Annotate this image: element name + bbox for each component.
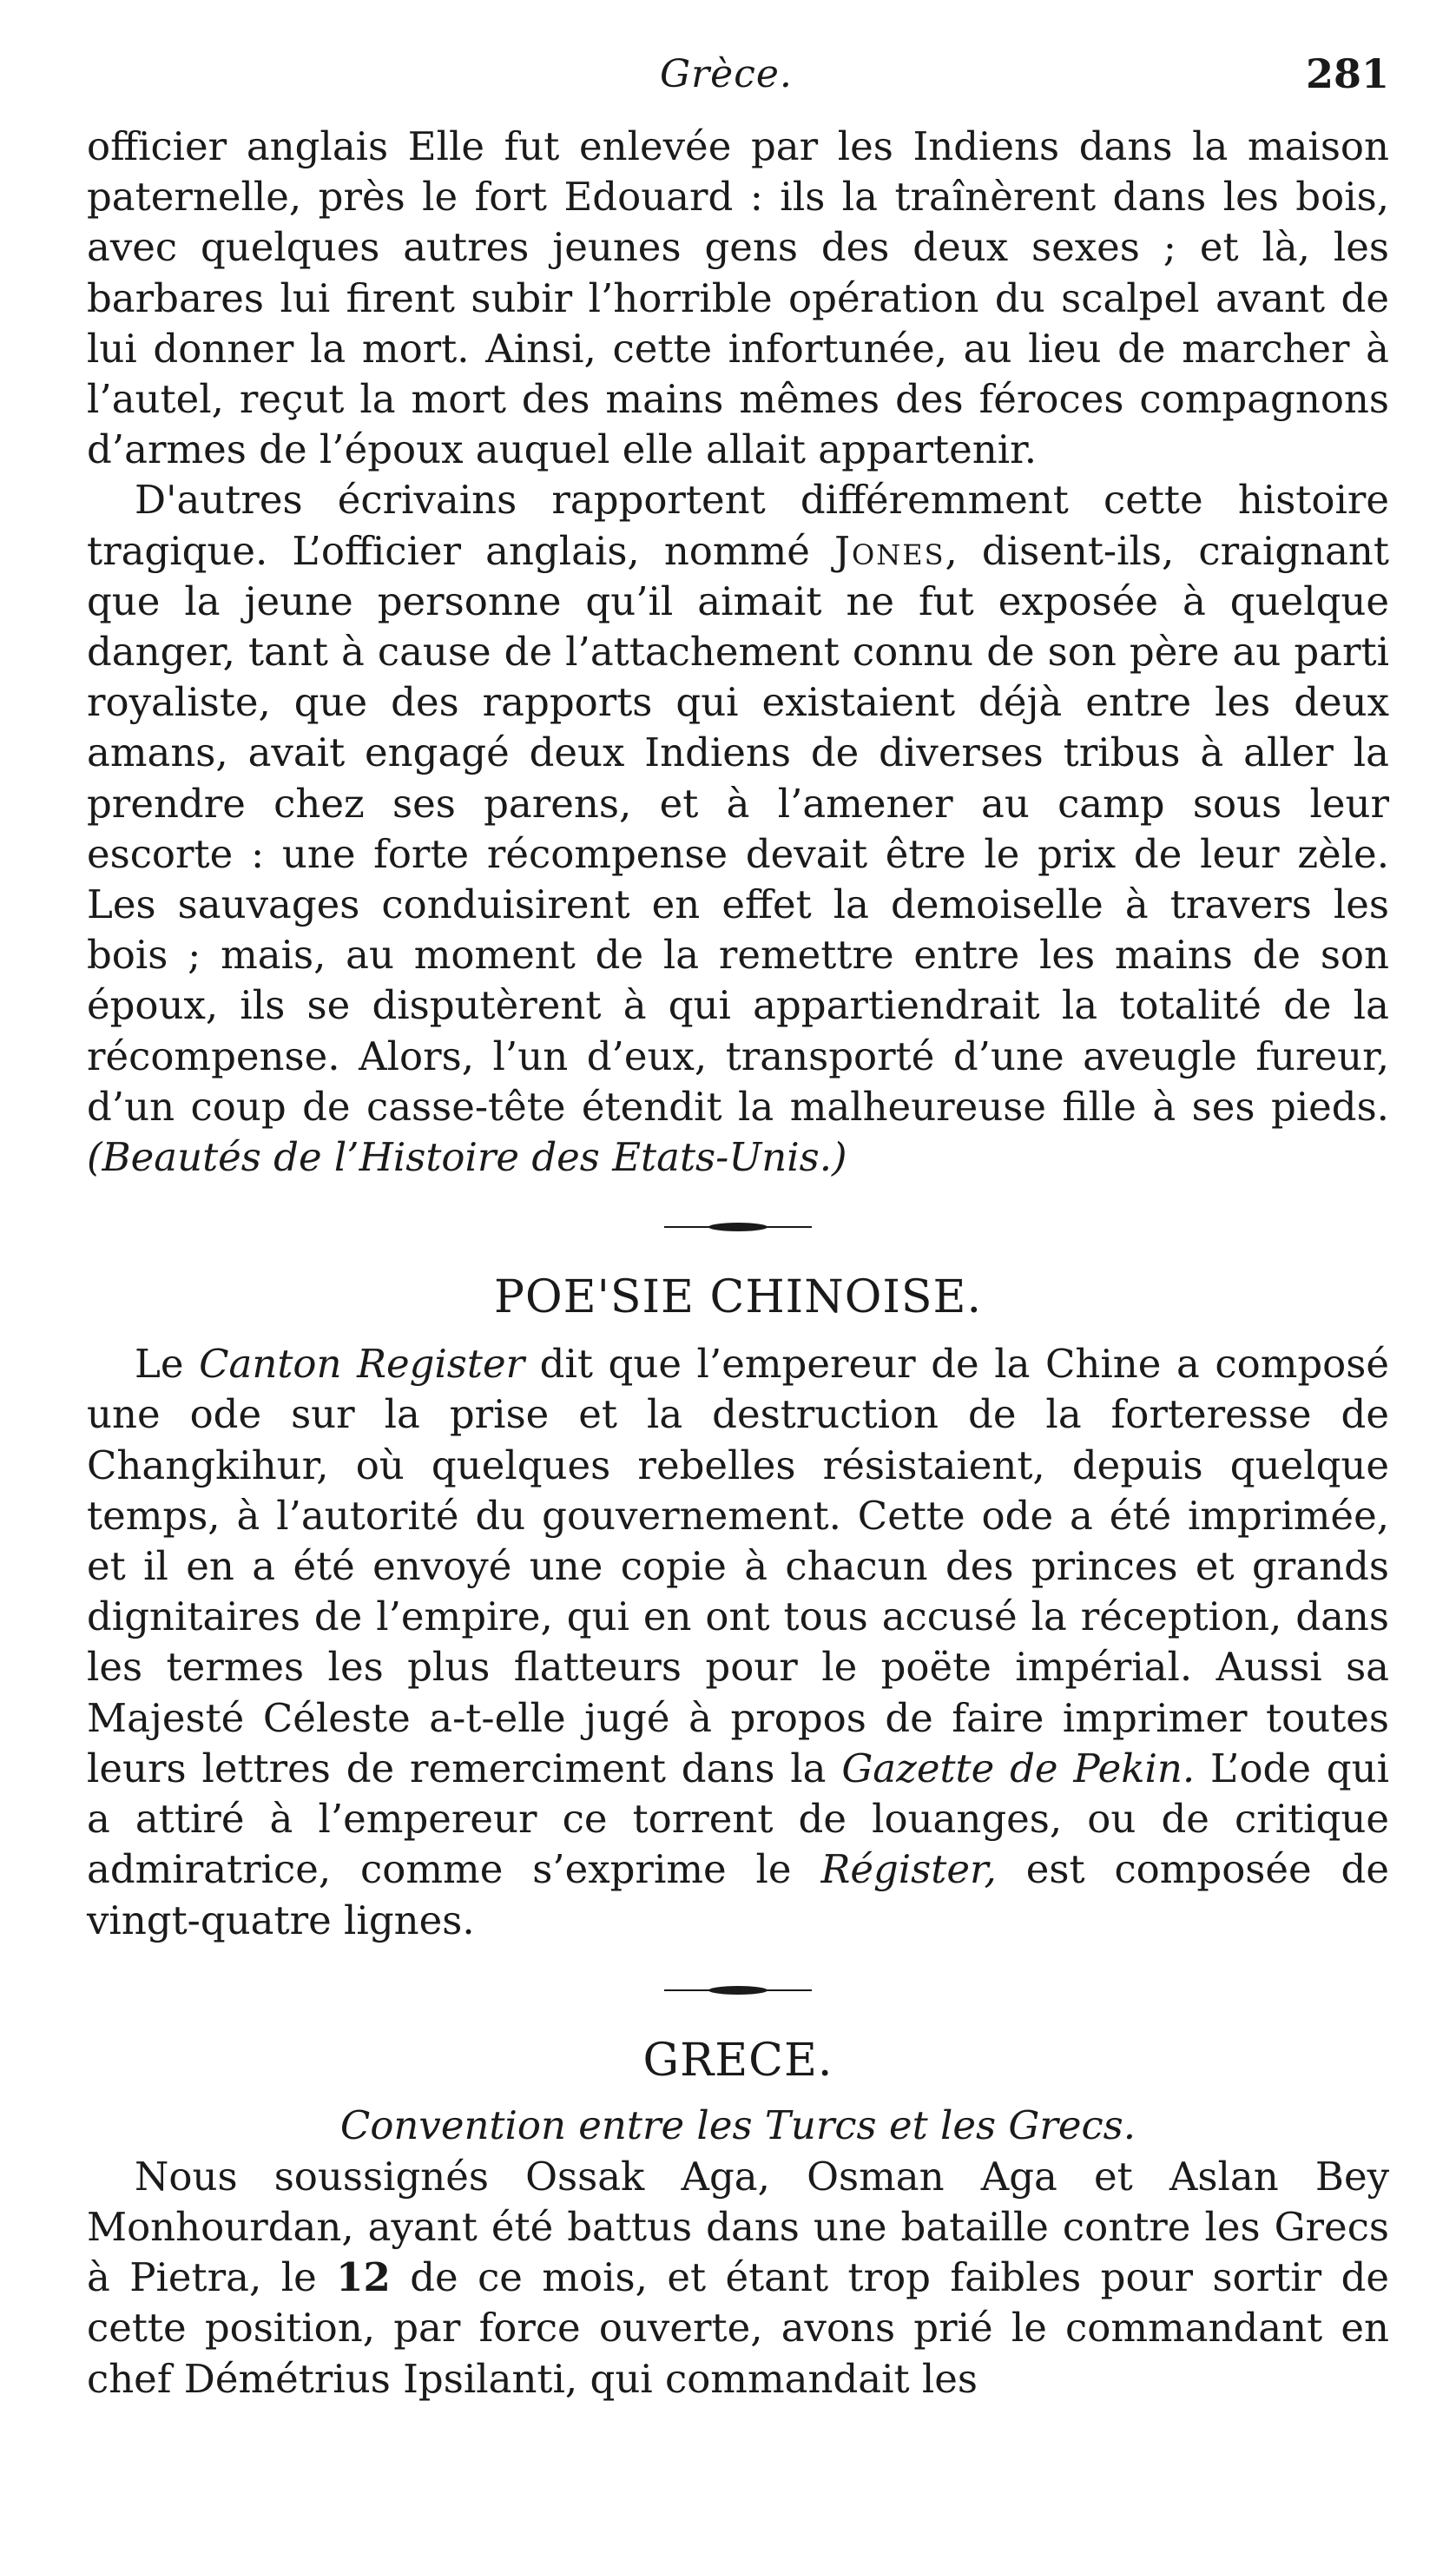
paragraph-poesie: [87, 1339, 1389, 1945]
paragraph-text: D'autres écrivains rapportent différemment cette histoire tragique. L’officier anglais, nommé: [87, 477, 1389, 574]
source-citation: (Beautés de l’Histoire des Etats-Unis.): [87, 1134, 847, 1181]
person-name: Jones: [833, 527, 945, 574]
paragraph-text: , disent-ils, craignant que la jeune personne qu’il aimait ne fut exposée à quelque danger, tant à cause de l’attachement connu de son père au parti royaliste, que des rapports qui existaient déjà entre les deux amans, avait engagé deux Indiens de diverses tribus à aller la prendre chez ses parens, et à l’amener au camp sous leur escorte : une forte récompense devait être le prix de leur zèle. Les sauvages conduisirent en effet la demoiselle à travers les bois ; mais, au moment de la remettre entre les mains de son époux, ils se disputèrent à qui appartiendrait la totalité de la récompense. Alors, l’un d’eux, transporté d’une aveugle fureur, d’un coup de casse-tête étendit la malheureuse fille à ses pieds.: [87, 527, 1390, 1130]
paragraph-convention: [87, 2152, 1389, 2405]
paragraph-text: dit que l’empereur de la Chine a composé une ode sur la prise et la destruction de la forteresse de Changkihur, où quelques rebelles résistaient, depuis quelque temps, à l’autorité du gouvernement. Cette ode a été imprimée, et il en a été envoyé une copie à chacun des princes et grands dignitaires de l’empire, qui en ont tous accusé la réception, dans les termes les plus flatteurs pour le poëte impérial. Aussi sa Majesté Céleste a-t-elle jugé à propos de faire imprimer toutes leurs lettres de remerciment dans la: [87, 1341, 1389, 1791]
paragraph-other-writers: [87, 475, 1389, 1183]
section-divider-ornament: [664, 1984, 812, 1996]
paragraph-text: de ce mois, et étant trop faibles pour sortir de cette position, par force ouverte, avons prié le commandant en chef Démétrius Ipsilanti, qui commandait les: [87, 2254, 1390, 2402]
page-number: 281: [1305, 50, 1389, 97]
publication-title: Canton Register: [199, 1341, 525, 1388]
paragraph-text: L’ode qui a attiré à l’empereur ce torrent de louanges, ou de critique admiratrice, comme s’exprime le: [87, 1745, 1389, 1893]
section-heading-poesie: POE'SIE CHINOISE.: [494, 1271, 982, 1324]
date-number: 12: [336, 2254, 391, 2301]
paragraph-text: Nous soussignés Ossak Aga, Osman Aga et Aslan Bey Monhourdan, ayant été battus dans une bataille contre les Grecs à Pietra, le: [87, 2153, 1389, 2301]
paragraph-text: Le: [135, 1341, 200, 1388]
publication-title: Gazette de Pekin.: [841, 1745, 1196, 1791]
section-divider-ornament: [664, 1221, 812, 1233]
paragraph-continued: officier anglais Elle fut enlevée par les Indiens dans la maison paternelle, près le fort Edouard : ils la traînèrent dans les bois, avec quelques autres jeunes gens des deux sexes ; et là, les barbares lui firent subir l’horrible opération du scalpel avant de lui donner la mort. Ainsi, cette infortunée, au lieu de marcher à l’autel, reçut la mort des mains mêmes des féroces compagnons d’armes de l’époux auquel elle allait appartenir.: [87, 123, 1389, 473]
publication-title: Régister,: [820, 1846, 997, 1893]
running-title: Grèce.: [660, 52, 793, 96]
paragraph-text: est composée de vingt-quatre lignes.: [87, 1846, 1389, 1943]
running-head: [87, 43, 1389, 122]
section-subheading: Convention entre les Turcs et les Grecs.: [339, 2101, 1136, 2148]
section-heading-grece: GRECE.: [642, 2034, 833, 2087]
page: [87, 43, 1389, 2405]
